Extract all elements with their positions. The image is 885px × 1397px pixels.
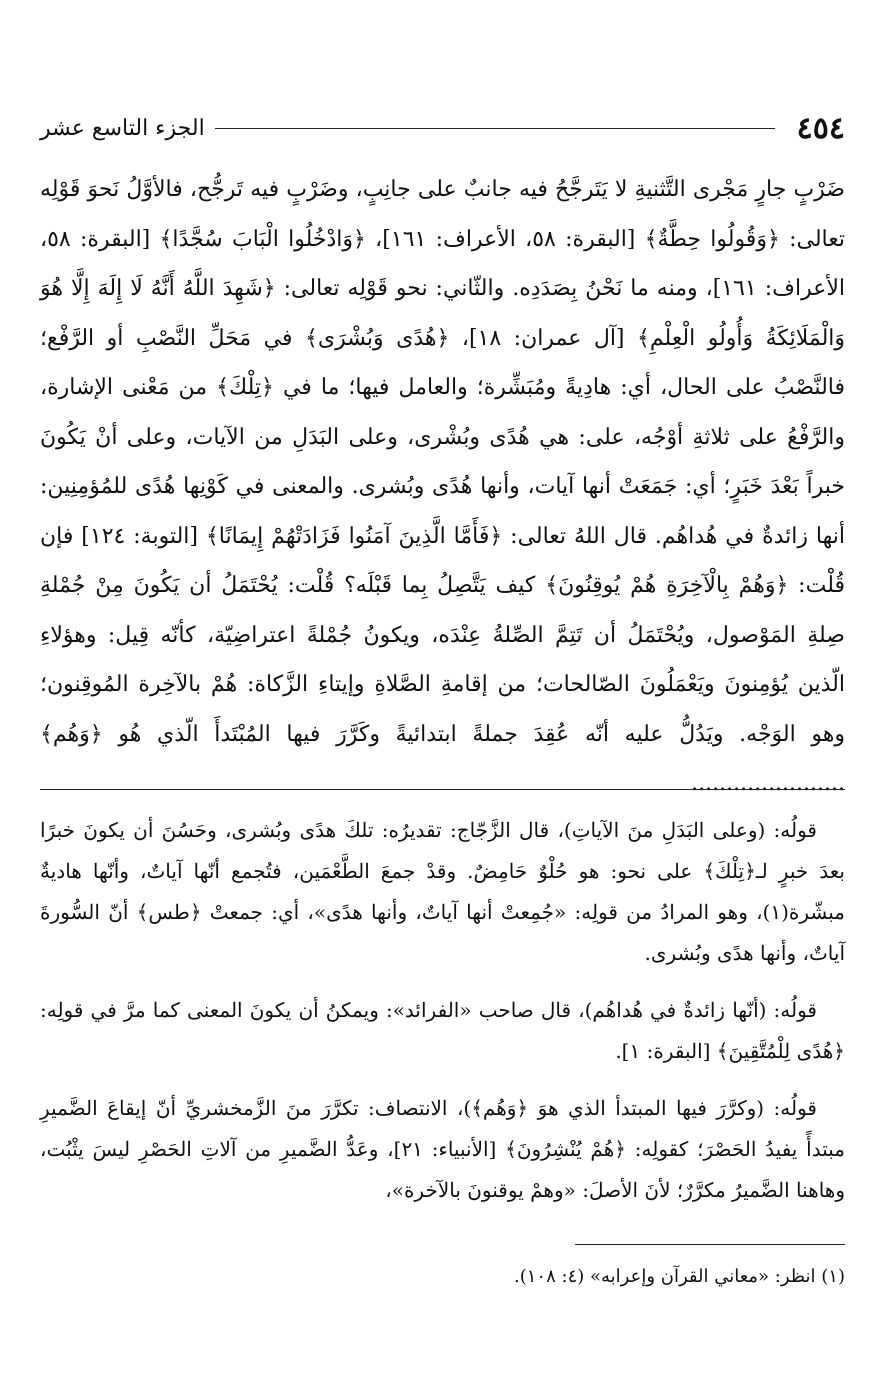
header-rule	[215, 128, 775, 129]
page-number: ٤٥٤	[796, 110, 845, 146]
page-header	[40, 108, 845, 148]
commentary-paragraph: قولُه: (وعلى البَدَلِ منَ الآياتِ)، قال الزَّجّاج: تقديرُه: تلكَ هدًى وبُشرى، وحَسُنَ أن يكونَ خبرًا بعدَ خبرٍ لـ﴿تِلْكَ﴾ على نحو: هو حُلْوٌ حَامِضٌ. وقدْ جمعَ الطَّعْمَين، فتُجمع أنّها آياتٌ، وأنّها هاديةٌ مبشّرة(١)، وهو المرادُ من قولِه: «جُمِعتْ أنها آياتٌ، وأنها هدًى»، أي: جمعتْ ﴿طس﴾ أنّ السُّورةَ آياتٌ، وأنها هدًى وبُشرى.	[40, 818, 845, 965]
text-divider	[40, 789, 845, 790]
footnote-rule	[575, 1244, 845, 1245]
commentary-paragraph: قولُه: (أنّها زائدةٌ في هُداهُم)، قال صاحب «الفرائد»: ويمكنُ أن يكونَ المعنى كما مرَّ في قولِه: ﴿هُدًى لِلْمُتَّقِينَ﴾ [البقرة: ١].	[40, 998, 845, 1063]
footnote: (١) انظر: «معاني القرآن وإعرابه» (٤: ١٠٨).	[514, 1266, 845, 1287]
commentary-section	[40, 810, 845, 1227]
running-title: الجزء التاسع عشر	[40, 115, 205, 141]
commentary-paragraph: قولُه: (وكرَّرَ فيها المبتدأ الذي هوَ ﴿وَهُم﴾)، الانتصاف: تكرَّرَ منَ الزَّمخشريِّ أنّ إيقاعَ الضَّميرِ مبتدأً يفيدُ الحَصْرَ؛ كقولِه: ﴿هُمْ يُنْشِرُونَ﴾ [الأنبياء: ٢١]، وعَدُّ الضَّميرِ من آلاتِ الحَصْرِ ليسَ يثْبُت، وهاهنا الضَّميرُ مكرَّرٌ؛ لأنَ الأصلَ: «وهمْ يوقنونَ بالآخرة»،	[40, 1096, 845, 1202]
main-text	[40, 165, 845, 809]
main-paragraph: ضَرْبٍ جارٍ مَجْرى التَّثنيةِ لا يَتَرجَّحُ فيه جانبٌ على جانِبٍ، وضَرْبٍ فيه تَرجُّح، فالأوَّلُ نَحوَ قَوْلِه تعالى: ﴿وَقُولُوا حِطَّةٌ﴾ [البقرة: ٥٨، الأعراف: ١٦١]، ﴿وَادْخُلُوا الْبَابَ سُجَّدًا﴾ [البقرة: ٥٨، الأعراف: ١٦١]، ومنه ما نَحْنُ بِصَدَدِه. والثّاني: نحو قَوْلِه تعالى: ﴿شَهِدَ اللَّهُ أَنَّهُ لَا إِلَهَ إِلَّا هُوَ وَالْمَلَائِكَةُ وَأُولُو الْعِلْمِ﴾ [آل عمران: ١٨]، ﴿هُدًى وَبُشْرَى﴾ في مَحَلِّ النَّصْبِ أو الرَّفْع؛ فالنَّصْبُ على الحال، أي: هادِيةً ومُبَشِّرة؛ والعامل فيها؛ ما في ﴿تِلْكَ﴾ من مَعْنى الإشارة، والرَّفْعُ على ثلاثةِ أوْجُه، على: هي هُدًى وبُشْرى، وعلى البَدَلِ من الآيات، وعلى أنْ يَكُونَ خبراً بَعْدَ خَبَرٍ؛ أي: جَمَعَتْ أنها آيات، وأنها هُدًى وبُشرى. والمعنى في كَوْنِها هُدًى للمُؤمِنِين: أنها زائدةٌ في هُداهُم. قال اللهُ تعالى: ﴿فَأَمَّا الَّذِينَ آمَنُوا فَزَادَتْهُمْ إِيمَانًا﴾ [التوبة: ١٢٤] فإن قُلْت: ﴿وَهُمْ بِالْآخِرَةِ هُمْ يُوقِنُونَ﴾ كيف يَتَّصِلُ بِما قَبْلَه؟ قُلْت: يُحْتَمَلُ أن يَكُونَ مِنْ جُمْلةِ صِلةِ المَوْصول، ويُحْتَمَلُ أن تَتِمَّ الصِّلةُ عِنْدَه، ويكونُ جُمْلةً اعتراضِيّة، كأنّه قِيل: وهؤلاءِ الّذين يُؤمِنونَ ويَعْمَلُونَ الصّالحات؛ من إقامةِ الصَّلاةِ وإيتاءِ الزَّكاة: هُمْ بالآخِرة المُوقِنون؛ وهو الوَجْه. ويَدُلُّ عليه أنّه عُقِدَ جملةً ابتدائيةً وكَرَّرَ فيها المُبْتَدأَ الّذي هُو ﴿وَهُم﴾ ......................	[40, 177, 846, 796]
